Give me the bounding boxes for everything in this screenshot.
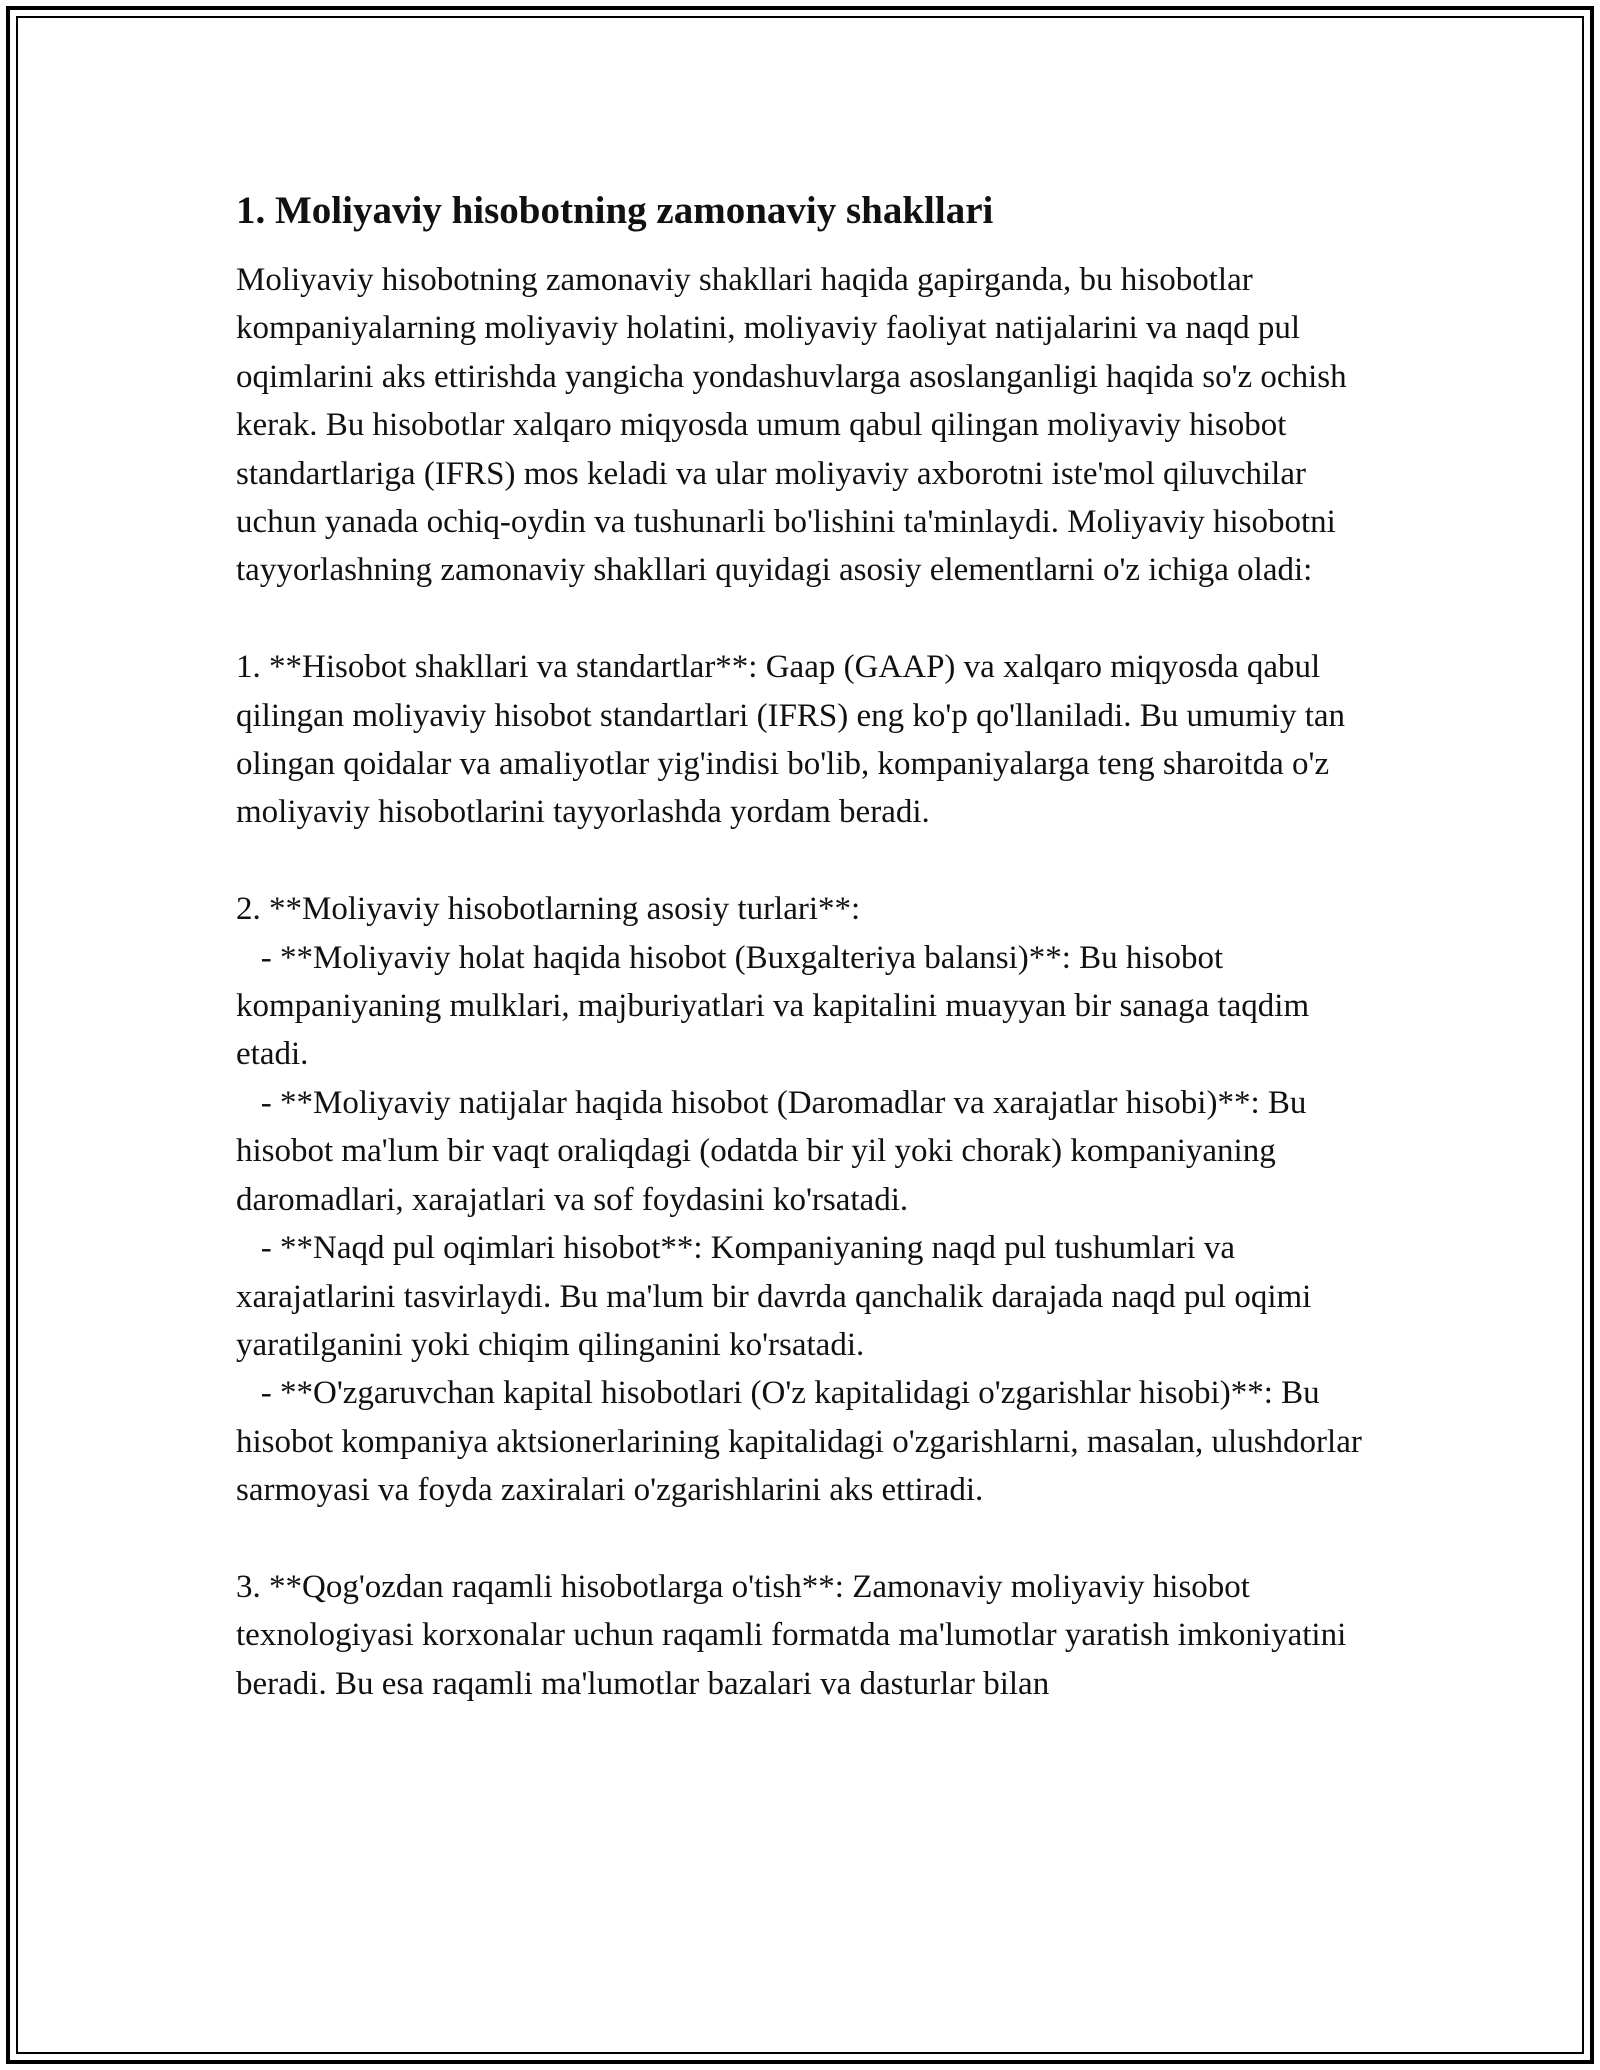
list-item-1: 1. **Hisobot shakllari va standartlar**: Gaap (GAAP) va xalqaro miqyosda qabul qilingan moliyaviy hisobot standartlari (IFRS) eng ko'p qo'llaniladi. Bu umumiy tan olingan qoidalar va amaliyotlar yig'indisi bo'lib, kompaniyalarga teng sharoitda o'z moliyaviy hisobotlarini tayyorlashda yordam beradi. [236,649,1354,831]
list-item-3: 3. **Qog'ozdan raqamli hisobotlarga o'tish**: Zamonaviy moliyaviy hisobot texnologiyasi korxonalar uchun raqamli formatda ma'lumotlar yaratish imkoniyatini beradi. Bu esa raqamli ma'lumotlar bazalari va dasturlar bilan [236,1568,1355,1702]
list-item-2-sub-2: - **Moliyaviy natijalar haqida hisobot (Daromadlar va xarajatlar hisobi)**: Bu hisobot ma'lum bir vaqt oraliqdagi (odatda bir yil yoki chorak) kompaniyaning daromadlari, xarajatlari va sof foydasini ko'rsatadi. [236,1084,1315,1218]
intro-paragraph: Moliyaviy hisobotning zamonaviy shakllari haqida gapirganda, bu hisobotlar kompaniyalarning moliyaviy holatini, moliyaviy faoliyat natijalarini va naqd pul oqimlarini aks ettirishda yangicha yondashuvlarga asoslanganligi haqida so'z ochish kerak. Bu hisobotlar xalqaro miqyosda umum qabul qilingan moliyaviy hisobot standartlariga (IFRS) mos keladi va ular moliyaviy axborotni iste'mol qiluvchilar uchun yanada ochiq-oydin va tushunarli bo'lishini ta'minlaydi. Moliyaviy hisobotni tayyorlashning zamonaviy shakllari quyidagi asosiy elementlarni o'z ichiga oladi: [236,262,1355,589]
list-item-2-sub-1: - **Moliyaviy holat haqida hisobot (Buxgalteriya balansi)**: Bu hisobot kompaniyaning mulklari, majburiyatlari va kapitalini muayyan bir sanaga taqdim etadi. [236,939,1318,1073]
list-item-2-sub-4: - **O'zgaruvchan kapital hisobotlari (O'z kapitalidagi o'zgarishlar hisobi)**: Bu hisobot kompaniya aktsionerlarining kapitalidagi o'zgarishlarni, masalan, ulushdorlar sarmoyasi va foyda zaxiralari o'zgarishlarini aks ettiradi. [236,1375,1371,1509]
list-item-2-sub-3: - **Naqd pul oqimlari hisobot**: Kompaniyaning naqd pul tushumlari va xarajatlarini tasvirlaydi. Bu ma'lum bir davrda qanchalik darajada naqd pul oqimi yaratilganini yoki chiqim qilinganini ko'rsatadi. [236,1230,1320,1363]
paragraph-spacer [236,1515,1376,1563]
document-body [236,186,1376,1708]
list-item-2-title: 2. **Moliyaviy hisobotlarning asosiy turlari**: [236,891,861,928]
section-heading: 1. Moliyaviy hisobotning zamonaviy shakllari [236,189,994,232]
paragraph-spacer [236,837,1376,885]
paragraph-spacer [236,595,1376,643]
